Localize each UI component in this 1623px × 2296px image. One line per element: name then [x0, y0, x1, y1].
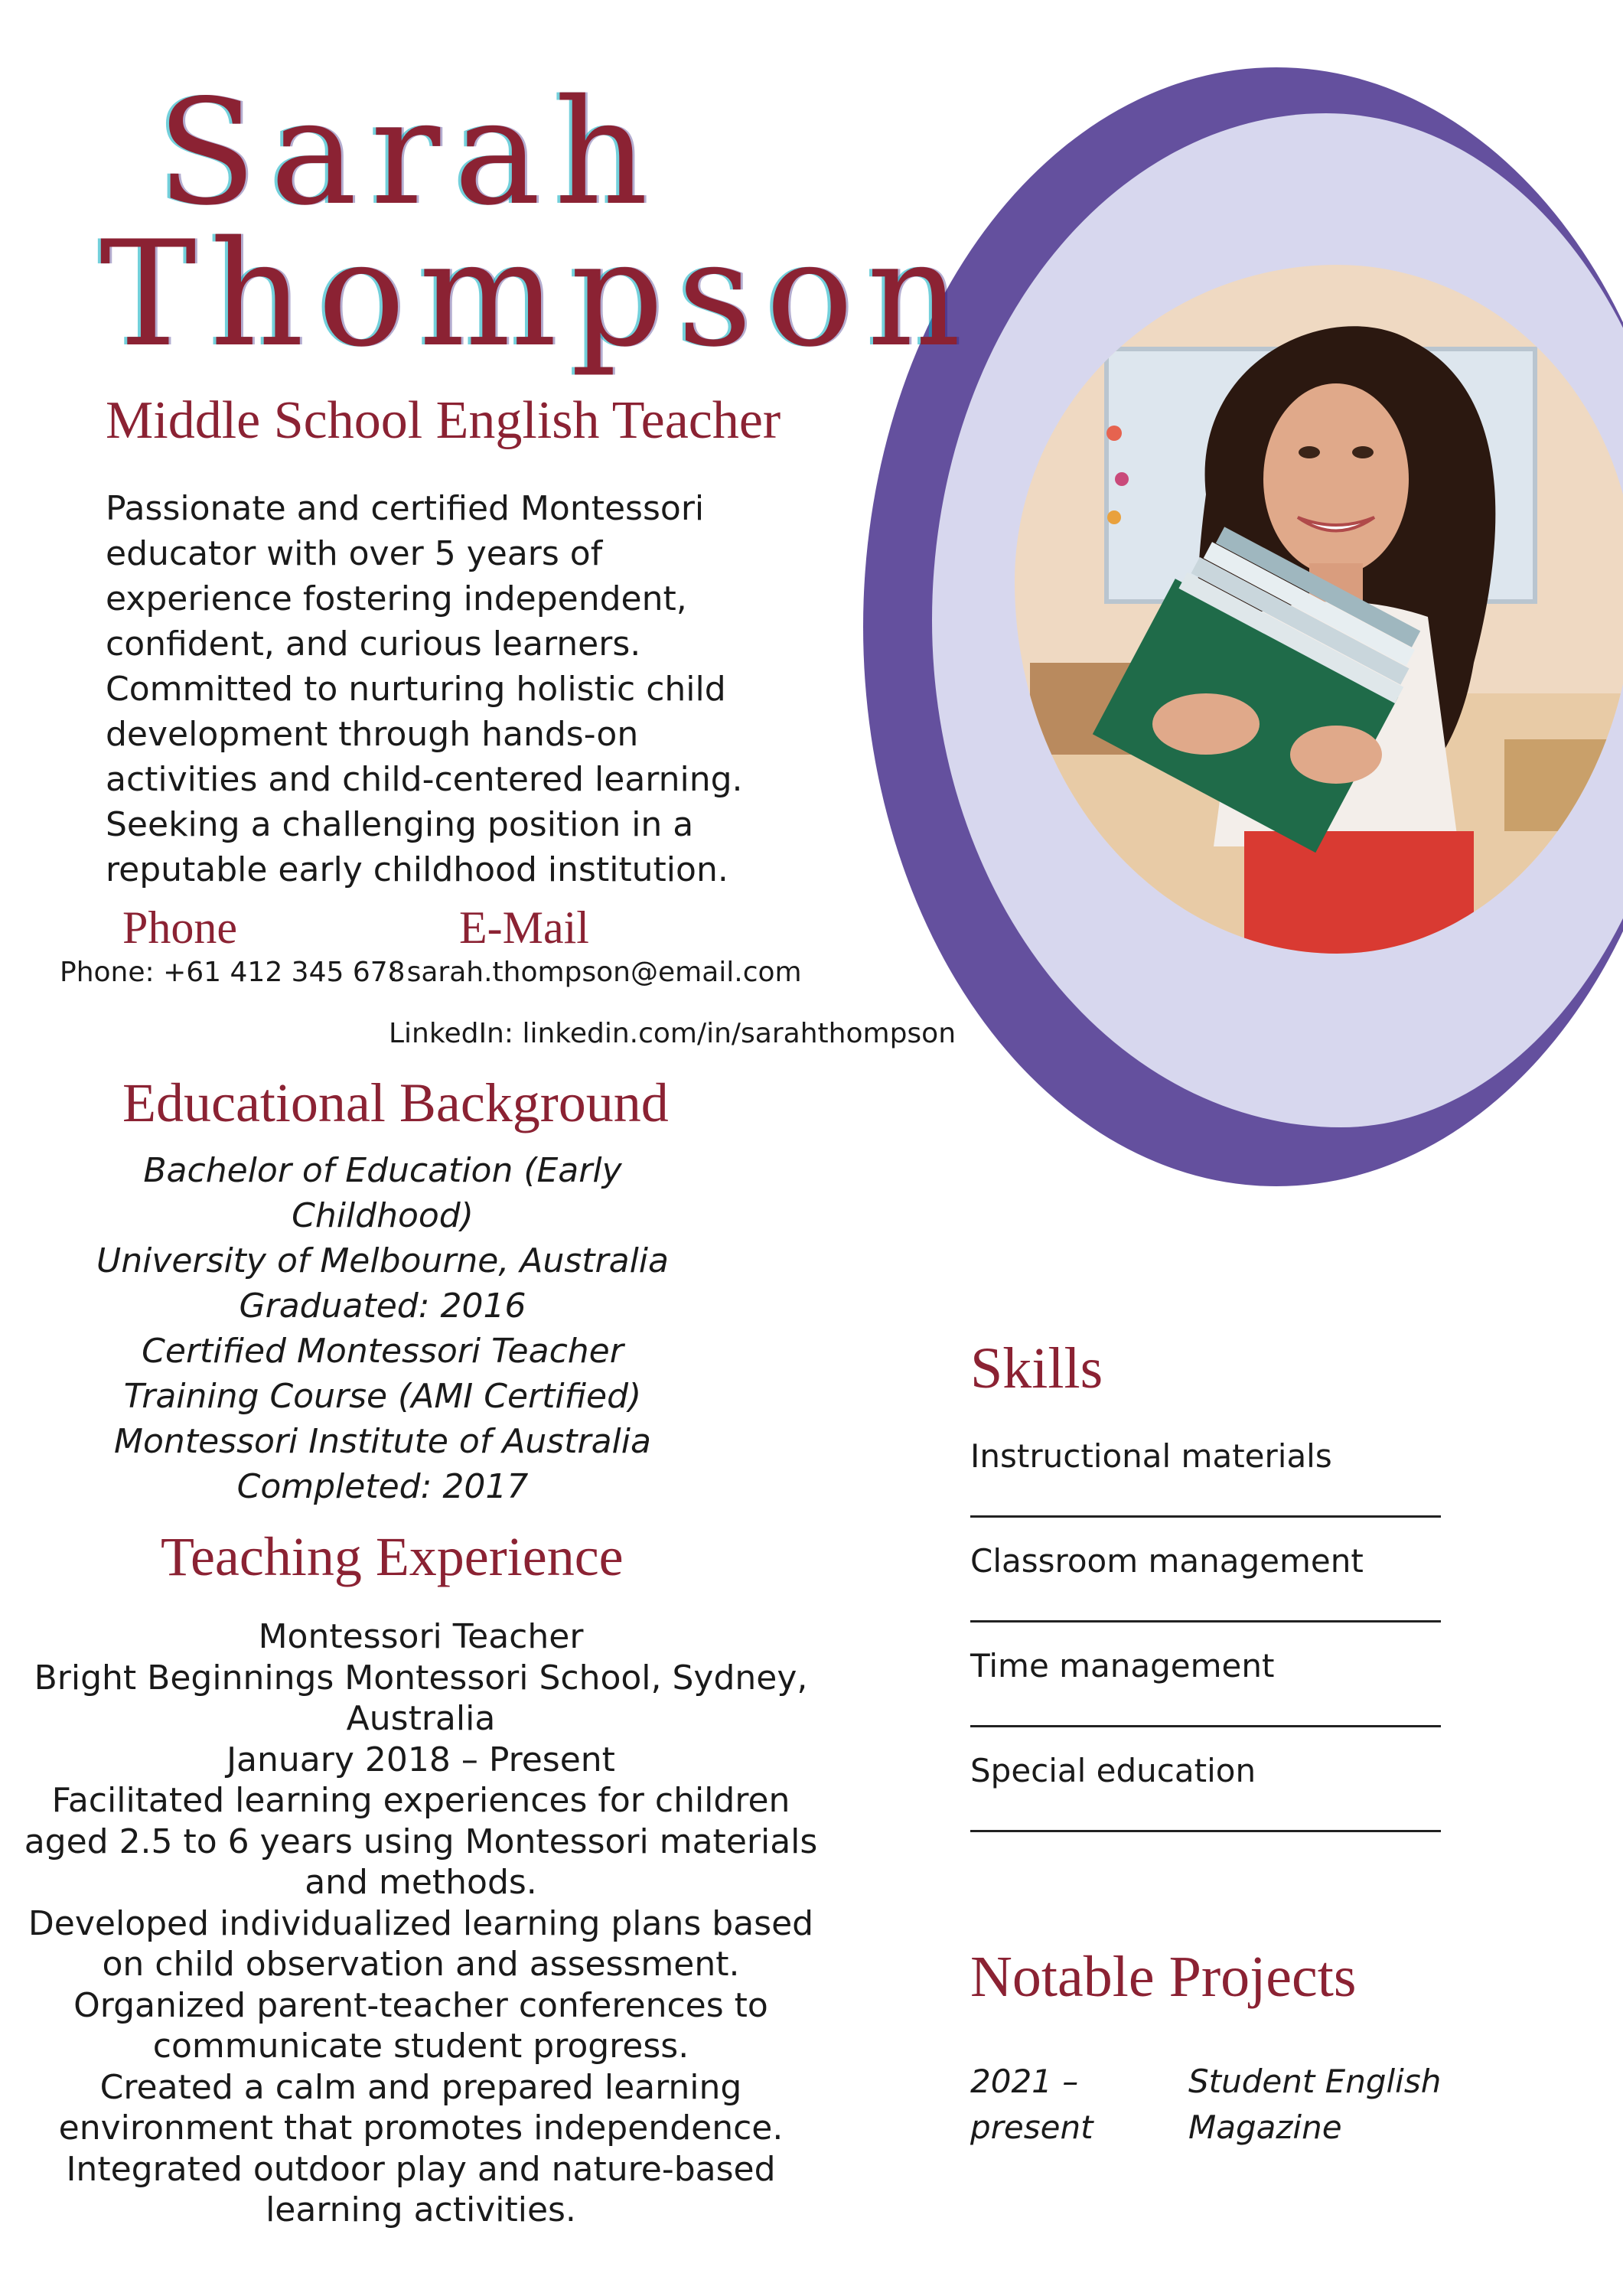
experience-line: Created a calm and prepared learning	[99, 2067, 742, 2107]
projects-heading: Notable Projects	[970, 1945, 1357, 2009]
education-line: University of Melbourne, Australia	[96, 1241, 669, 1280]
education-line: Childhood)	[292, 1196, 474, 1235]
project-title-line: Student English	[1188, 2063, 1442, 2100]
experience-heading: Teaching Experience	[161, 1526, 624, 1587]
education-line: Montessori Institute of Australia	[114, 1422, 651, 1461]
experience-line: communicate student progress.	[152, 2027, 689, 2066]
education-line: Completed: 2017	[236, 1467, 529, 1506]
education-line: Certified Montessori Teacher	[142, 1332, 624, 1371]
skill-item	[970, 1431, 1441, 1518]
education-heading: Educational Background	[122, 1072, 669, 1133]
education-block	[46, 1148, 719, 1509]
email-heading: E-Mail	[459, 902, 589, 953]
education-line: Bachelor of Education (Early	[143, 1151, 622, 1190]
experience-line: Facilitated learning experiences for children	[51, 1781, 790, 1820]
experience-line: on child observation and assessment.	[102, 1945, 740, 1984]
experience-line: Australia	[346, 1699, 496, 1738]
project-period-line: present	[970, 2108, 1093, 2146]
skills-heading: Skills	[970, 1336, 1103, 1401]
experience-line: January 2018 – Present	[227, 1740, 615, 1779]
last-name: Thompson	[99, 210, 975, 379]
phone-value: Phone: +61 412 345 678	[60, 957, 406, 988]
experience-line: Bright Beginnings Montessori School, Sydney,	[34, 1658, 808, 1698]
linkedin-value[interactable]: LinkedIn: linkedin.com/in/sarahthompson	[389, 1018, 957, 1049]
project-period	[970, 2059, 1093, 2151]
phone-heading: Phone	[122, 902, 237, 953]
education-line: Training Course (AMI Certified)	[123, 1377, 642, 1416]
education-line: Graduated: 2016	[239, 1287, 526, 1326]
experience-line: Integrated outdoor play and nature-based	[66, 2149, 776, 2189]
skill-item	[970, 1641, 1441, 1727]
experience-line: and methods.	[305, 1863, 537, 1902]
skill-item	[970, 1746, 1441, 1832]
summary: Passionate and certified Montessori educator with over 5 years of experience fostering independent, confident, and curious learners. Committed to nurturing holistic child development through hands-on activities and child-centered learning. Seeking a challenging position in a reputable early childhood institution.	[106, 489, 743, 889]
first-name: Sarah	[157, 68, 662, 237]
experience-line: learning activities.	[266, 2190, 576, 2229]
project-title-line: Magazine	[1188, 2108, 1342, 2146]
email-value[interactable]: : sarah.thompson@email.com	[389, 957, 802, 988]
experience-line: aged 2.5 to 6 years using Montessori materials	[24, 1821, 818, 1861]
skill-label: Classroom management	[970, 1542, 1364, 1580]
job-title: Middle School English Teacher	[106, 391, 781, 450]
experience-block	[15, 1616, 826, 2231]
skill-item	[970, 1536, 1441, 1623]
experience-line: environment that promotes independence.	[58, 2108, 784, 2148]
experience-line: Developed individualized learning plans based	[28, 1903, 814, 1943]
experience-line: Organized parent-teacher conferences to	[73, 1985, 768, 2025]
project-period-line: 2021 –	[970, 2063, 1079, 2100]
experience-line: Montessori Teacher	[258, 1617, 584, 1656]
skill-label: Special education	[970, 1752, 1256, 1789]
skill-label: Instructional materials	[970, 1437, 1332, 1475]
skills-list	[970, 1431, 1441, 1832]
project-title	[1188, 2059, 1441, 2151]
skill-label: Time management	[970, 1647, 1275, 1684]
